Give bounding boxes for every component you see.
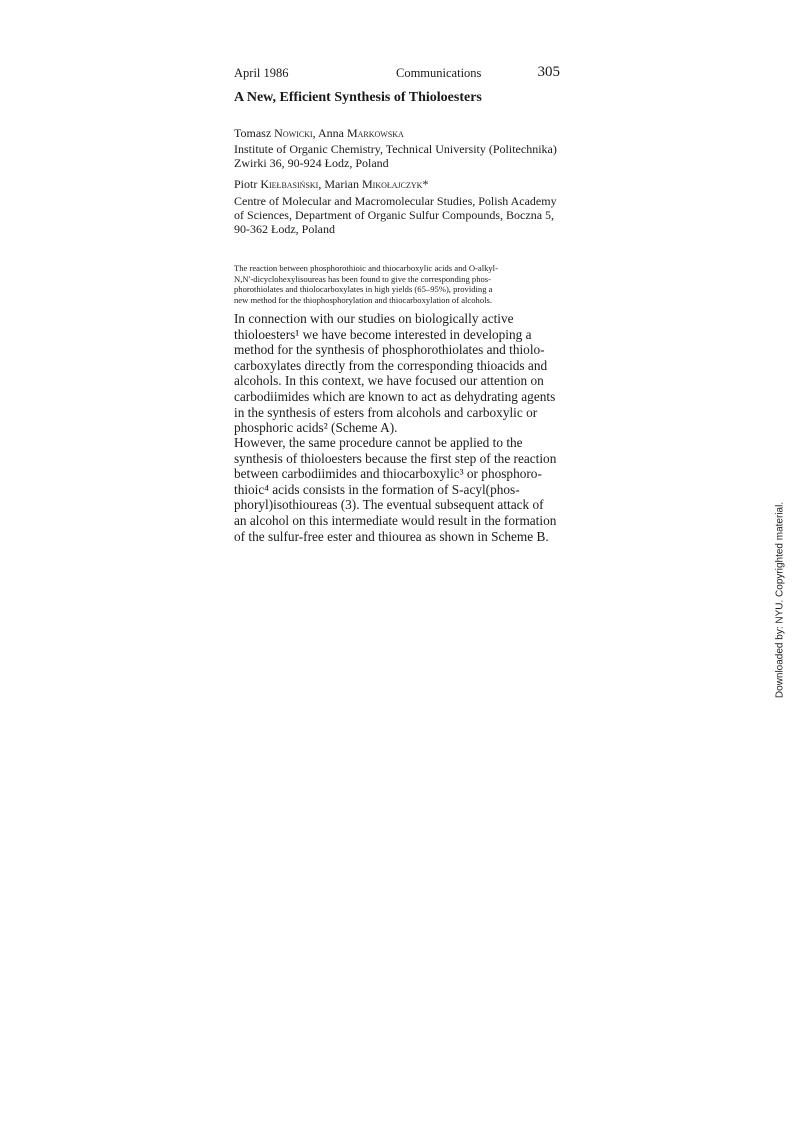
abstract-line: The reaction between phosphorothioic and thiocarboxylic acids and O-alkyl- [234,263,498,273]
paragraph-line: carboxylates directly from the corresponding thioacids and [234,357,548,373]
affiliation-line: Centre of Molecular and Macromolecular Studies, Polish Academy [234,194,557,208]
author-line-2 [234,177,560,192]
paragraph-line: an alcohol on this intermediate would result in the formation [234,512,557,528]
affiliation-line: Institute of Organic Chemistry, Technical University (Politechnika) [234,142,557,156]
abstract-line: N,N′-dicyclohexylisoureas has been found to give the corresponding phos- [234,273,492,284]
author-first-name: Piotr [234,177,261,191]
abstract [234,263,560,305]
affiliation-2 [234,194,560,236]
author-first-name: Tomasz [234,126,275,140]
paragraph-line: thioic⁴ acids consists in the formation of S-acyl(phos- [234,481,520,497]
affiliation-line: of Sciences, Department of Organic Sulfur Compounds, Boczna 5, [234,208,555,222]
affiliation-1 [234,142,560,170]
author-last-name: Mikołajczyk [362,177,423,191]
paragraph-line: thioloesters¹ we have become interested in developing a [234,326,532,342]
author-separator: , [318,177,325,191]
download-watermark: Downloaded by: NYU. Copyrighted material. [774,501,786,699]
affiliation-line: 90-362 Łodz, Poland [234,222,335,236]
author-line-1 [234,126,560,141]
corresponding-author-mark: * [422,177,429,191]
paragraph-line: carbodiimides which are known to act as dehydrating agents [234,388,556,404]
abstract-line: new method for the thiophosphorylation and thiocarboxylation of alcohols. [234,294,492,305]
abstract-line: phorothiolates and thiolocarboxylates in high yields (65–95%), providing a [234,284,493,294]
paragraph-line: However, the same procedure cannot be applied to the [234,435,523,450]
author-first-name: Marian [324,177,362,191]
section-name: Communications [396,66,482,80]
author-last-name: Markowska [346,126,404,140]
author-last-name: Kiełbasiński [260,177,319,191]
body-paragraph-1 [234,311,560,436]
paragraph-line: method for the synthesis of phosphorothiolates and thiolo- [234,342,545,358]
body-paragraph-2 [234,435,560,544]
paragraph-line: alcohols. In this context, we have focused our attention on [234,373,544,389]
paragraph-line: between carbodiimides and thiocarboxylic³ or phosphoro- [234,466,542,482]
affiliation-line: Zwirki 36, 90-924 Łodz, Poland [234,156,389,170]
paragraph-line: synthesis of thioloesters because the first step of the reaction [234,450,557,466]
page-number: 305 [537,64,560,80]
running-head [234,64,560,84]
paragraph-line: phoryl)isothioureas (3). The eventual subsequent attack of [234,497,544,513]
article-title: A New, Efficient Synthesis of Thioloesters [234,90,482,105]
paragraph-line: of the sulfur-free ester and thiourea as shown in Scheme B. [234,528,549,544]
issue-date: April 1986 [234,66,289,80]
paragraph-line: phosphoric acids² (Scheme A). [234,420,398,436]
author-first-name: Anna [317,126,347,140]
paragraph-line: In connection with our studies on biologically active [234,311,514,326]
author-separator: , [312,126,318,140]
paragraph-line: in the synthesis of esters from alcohols and carboxylic or [234,404,538,420]
author-last-name: Nowicki [274,126,313,140]
